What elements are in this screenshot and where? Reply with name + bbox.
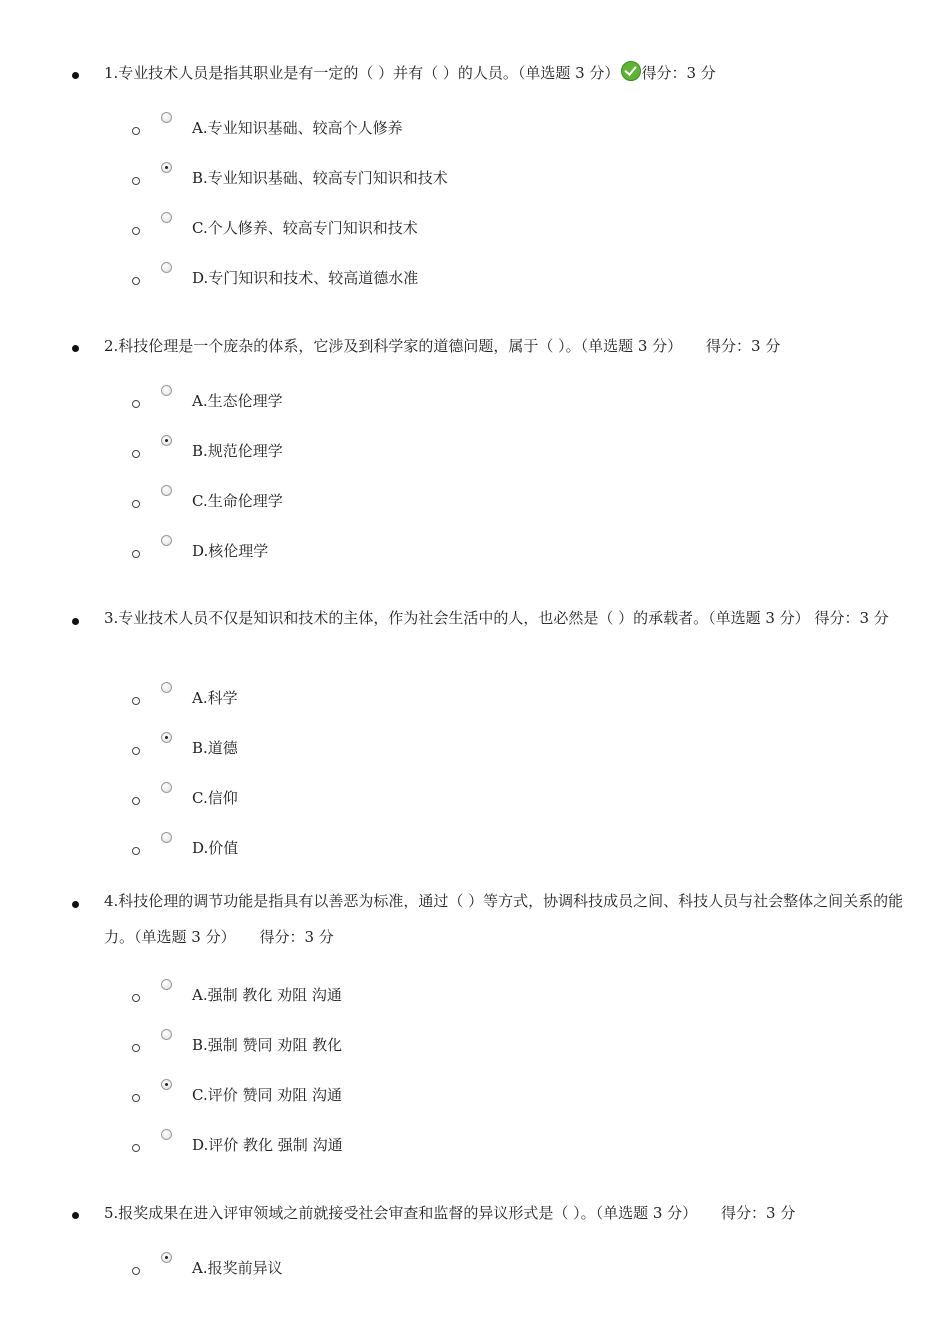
question-3-option-d[interactable] — [0, 832, 950, 862]
option-label: A.报奖前异议 — [192, 1259, 283, 1277]
question-3-option-a[interactable] — [0, 682, 950, 712]
option-label: A.专业知识基础、较高个人修养 — [192, 119, 403, 137]
question-1-text: 1.专业技术人员是指其职业是有一定的（ ）并有（ ）的人员。（单选题 3 分） — [104, 64, 620, 82]
question-5-text: 5.报奖成果在进入评审领域之前就接受社会审查和监督的异议形式是（ ）。（单选题 3 分） — [104, 1204, 698, 1222]
option-label: D.价值 — [192, 839, 239, 857]
option-label: B.道德 — [192, 739, 238, 757]
question-1-option-a[interactable] — [0, 112, 950, 142]
radio-button-selected[interactable] — [161, 732, 172, 743]
radio-button[interactable] — [161, 535, 172, 546]
question-3-option-b[interactable] — [0, 732, 950, 762]
circle-bullet-icon — [132, 1267, 140, 1275]
question-2-option-c[interactable] — [0, 485, 950, 515]
circle-bullet-icon — [132, 550, 140, 558]
question-4-score: 得分：3 分 — [259, 928, 334, 946]
question-2 — [104, 328, 910, 364]
option-label: A.生态伦理学 — [192, 392, 283, 410]
radio-button[interactable] — [161, 112, 172, 123]
question-4-option-b[interactable] — [0, 1029, 950, 1059]
question-3 — [104, 600, 910, 636]
radio-button-selected[interactable] — [161, 1252, 172, 1263]
question-4 — [104, 883, 910, 955]
question-2-option-b[interactable] — [0, 435, 950, 465]
circle-bullet-icon — [132, 127, 140, 135]
option-label: D.专门知识和技术、较高道德水准 — [192, 269, 419, 287]
question-4-option-c[interactable] — [0, 1079, 950, 1109]
circle-bullet-icon — [132, 747, 140, 755]
question-1-option-b[interactable] — [0, 162, 950, 192]
circle-bullet-icon — [132, 277, 140, 285]
question-3-score: 得分：3 分 — [814, 609, 889, 627]
question-5-score: 得分：3 分 — [721, 1204, 796, 1222]
check-circle-icon — [621, 61, 641, 81]
radio-button[interactable] — [161, 212, 172, 223]
option-label: B.专业知识基础、较高专门知识和技术 — [192, 169, 448, 187]
circle-bullet-icon — [132, 1094, 140, 1102]
circle-bullet-icon — [132, 400, 140, 408]
radio-button[interactable] — [161, 979, 172, 990]
circle-bullet-icon — [132, 450, 140, 458]
option-label: C.信仰 — [192, 789, 238, 807]
option-label: B.强制 赞同 劝阻 教化 — [192, 1036, 343, 1054]
circle-bullet-icon — [132, 177, 140, 185]
question-1 — [104, 55, 910, 91]
radio-button-selected[interactable] — [161, 1079, 172, 1090]
question-1-score: 得分：3 分 — [641, 64, 716, 82]
question-1-option-c[interactable] — [0, 212, 950, 242]
radio-button[interactable] — [161, 832, 172, 843]
question-3-text: 3.专业技术人员不仅是知识和技术的主体，作为社会生活中的人，也必然是（ ）的承载者。（单选题 3 分） — [104, 609, 810, 627]
radio-button[interactable] — [161, 682, 172, 693]
question-5-bullet — [72, 1212, 79, 1219]
circle-bullet-icon — [132, 994, 140, 1002]
radio-button-selected[interactable] — [161, 435, 172, 446]
option-label: C.个人修养、较高专门知识和技术 — [192, 219, 418, 237]
question-5-option-a[interactable] — [0, 1252, 950, 1282]
question-1-bullet — [72, 72, 79, 79]
question-2-score: 得分：3 分 — [706, 337, 781, 355]
circle-bullet-icon — [132, 227, 140, 235]
question-2-text: 2.科技伦理是一个庞杂的体系，它涉及到科学家的道德问题，属于（ ）。（单选题 3 分） — [104, 337, 683, 355]
question-5 — [104, 1195, 910, 1231]
radio-button-selected[interactable] — [161, 162, 172, 173]
radio-button[interactable] — [161, 385, 172, 396]
radio-button[interactable] — [161, 782, 172, 793]
circle-bullet-icon — [132, 797, 140, 805]
option-label: C.生命伦理学 — [192, 492, 283, 510]
question-3-option-c[interactable] — [0, 782, 950, 812]
circle-bullet-icon — [132, 697, 140, 705]
option-label: B.规范伦理学 — [192, 442, 283, 460]
radio-button[interactable] — [161, 485, 172, 496]
question-2-option-d[interactable] — [0, 535, 950, 565]
circle-bullet-icon — [132, 1044, 140, 1052]
question-4-option-a[interactable] — [0, 979, 950, 1009]
question-4-bullet — [72, 901, 79, 908]
question-2-option-a[interactable] — [0, 385, 950, 415]
question-4-text: 4.科技伦理的调节功能是指具有以善恶为标准，通过（ ）等方式，协调科技成员之间、科技人员与社会整体之间关系的能力。（单选题 3 分） — [104, 892, 904, 946]
circle-bullet-icon — [132, 1144, 140, 1152]
radio-button[interactable] — [161, 262, 172, 273]
radio-button[interactable] — [161, 1029, 172, 1040]
circle-bullet-icon — [132, 847, 140, 855]
option-label: C.评价 赞同 劝阻 沟通 — [192, 1086, 343, 1104]
question-2-bullet — [72, 345, 79, 352]
option-label: D.核伦理学 — [192, 542, 269, 560]
question-3-bullet — [72, 618, 79, 625]
question-4-option-d[interactable] — [0, 1129, 950, 1159]
option-label: A.科学 — [192, 689, 238, 707]
option-label: A.强制 教化 劝阻 沟通 — [192, 986, 342, 1004]
radio-button[interactable] — [161, 1129, 172, 1140]
option-label: D.评价 教化 强制 沟通 — [192, 1136, 343, 1154]
question-1-option-d[interactable] — [0, 262, 950, 292]
circle-bullet-icon — [132, 500, 140, 508]
